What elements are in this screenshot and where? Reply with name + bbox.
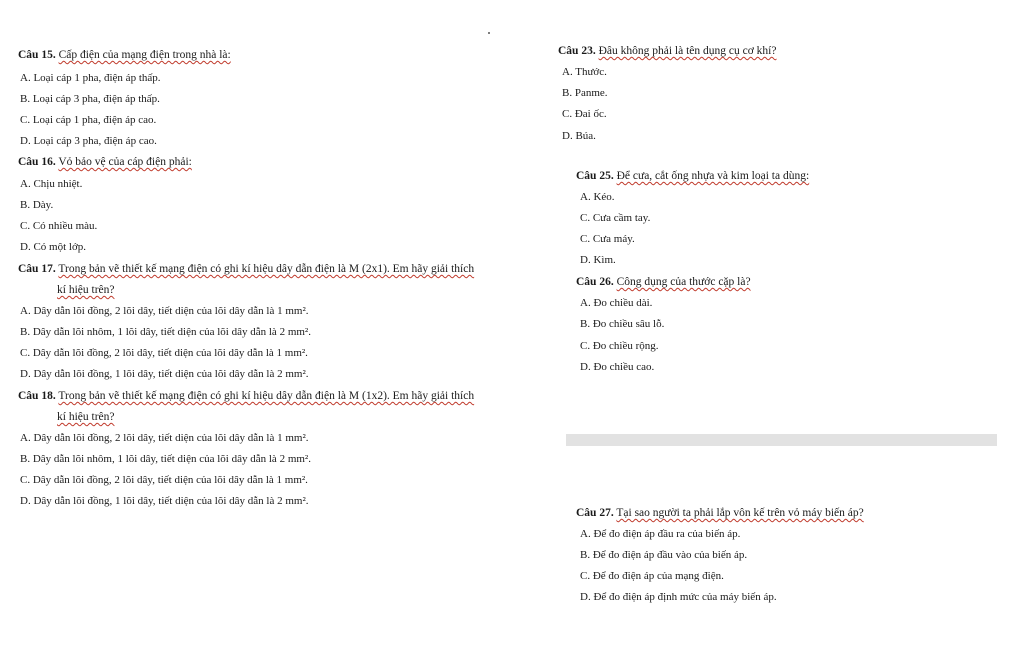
option-a: A. Loại cáp 1 pha, điện áp thấp. (20, 72, 161, 84)
question-number: Câu 26. (576, 276, 614, 288)
option-b: B. Panme. (562, 87, 608, 99)
option-b: B. Để đo điện áp đầu vào của biến áp. (580, 549, 748, 561)
option-d: D. Dây dẫn lõi đồng, 1 lõi dây, tiết diện của lõi dây dẫn là 2 mm². (20, 368, 309, 380)
option-a: A. Đo chiều dài. (580, 297, 653, 309)
option-b: C. Cưa cầm tay. (580, 212, 651, 224)
question-text: Trong bản vẽ thiết kế mạng điện có ghi kí hiệu dây dẫn điện là M (2x1). Em hãy giải thích (58, 263, 475, 275)
option-a: A. Kéo. (580, 191, 615, 203)
option-b: B. Dày. (20, 199, 54, 211)
question-number: Câu 18. (18, 390, 56, 402)
question-27-heading (576, 507, 864, 519)
question-17-continuation (57, 284, 114, 296)
option-a: A. Thước. (562, 66, 607, 78)
option-c: C. Dây dẫn lõi đồng, 2 lõi dây, tiết diện của lõi dây dẫn là 1 mm². (20, 347, 308, 359)
option-c: C. Đai ốc. (562, 108, 607, 120)
question-text: Tại sao người ta phải lắp vôn kế trên vỏ máy biến áp? (616, 507, 864, 519)
question-text-cont: kí hiệu trên? (57, 411, 115, 423)
option-c: C. Để đo điện áp của mạng điện. (580, 570, 724, 582)
question-number: Câu 27. (576, 507, 614, 519)
question-number: Câu 17. (18, 263, 56, 275)
question-text-cont: kí hiệu trên? (57, 284, 115, 296)
option-b: B. Loại cáp 3 pha, điện áp thấp. (20, 93, 160, 105)
option-c: C. Có nhiều màu. (20, 220, 98, 232)
question-number: Câu 15. (18, 49, 56, 61)
option-d: D. Loại cáp 3 pha, điện áp cao. (20, 135, 157, 147)
option-d: D. Búa. (562, 130, 596, 142)
question-text: Đâu không phải là tên dụng cụ cơ khí? (598, 45, 777, 57)
option-d: D. Dây dẫn lõi đồng, 1 lõi dây, tiết diện của lõi dây dẫn là 2 mm². (20, 495, 309, 507)
question-text: Cấp điện của mạng điện trong nhà là: (58, 49, 231, 61)
question-18-continuation (57, 411, 114, 423)
option-b: B. Dây dẫn lõi nhôm, 1 lõi dây, tiết diện của lõi dây dẫn là 2 mm². (20, 326, 311, 338)
question-23-heading (558, 45, 776, 57)
option-a: A. Dây dẫn lõi đồng, 2 lõi dây, tiết diện của lõi dây dẫn là 1 mm². (20, 305, 309, 317)
option-d: D. Kìm. (580, 254, 616, 266)
question-16-heading (18, 156, 192, 168)
question-number: Câu 25. (576, 170, 614, 182)
option-d: D. Đo chiều cao. (580, 361, 655, 373)
page-separator-bar (566, 434, 997, 446)
question-17-heading (18, 263, 474, 275)
question-text: Để cưa, cắt ống nhựa và kim loại ta dùng: (616, 170, 810, 182)
option-a: A. Dây dẫn lõi đồng, 2 lõi dây, tiết diện của lõi dây dẫn là 1 mm². (20, 432, 309, 444)
question-25-heading (576, 170, 809, 182)
question-15-heading (18, 49, 231, 61)
option-a: A. Để đo điện áp đầu ra của biến áp. (580, 528, 741, 540)
question-18-heading (18, 390, 474, 402)
question-text: Công dụng của thước cặp là? (616, 276, 751, 288)
option-c: C. Dây dẫn lõi đồng, 2 lõi dây, tiết diện của lõi dây dẫn là 1 mm². (20, 474, 308, 486)
option-b: B. Dây dẫn lõi nhôm, 1 lõi dây, tiết diện của lõi dây dẫn là 2 mm². (20, 453, 311, 465)
option-d: D. Để đo điện áp định mức của máy biến áp. (580, 591, 777, 603)
option-c: C. Loại cáp 1 pha, điện áp cao. (20, 114, 157, 126)
question-number: Câu 23. (558, 45, 596, 57)
option-d: D. Có một lớp. (20, 241, 87, 253)
question-text: Vỏ bảo vệ của cáp điện phải: (58, 156, 192, 168)
option-a: A. Chịu nhiệt. (20, 178, 83, 190)
question-number: Câu 16. (18, 156, 56, 168)
option-c: C. Cưa máy. (580, 233, 635, 245)
option-b: B. Đo chiều sâu lỗ. (580, 318, 665, 330)
stray-dot (488, 32, 490, 34)
question-text: Trong bản vẽ thiết kế mạng điện có ghi kí hiệu dây dẫn điện là M (1x2). Em hãy giải thích (58, 390, 475, 402)
question-26-heading (576, 276, 751, 288)
option-c: C. Đo chiều rộng. (580, 340, 659, 352)
